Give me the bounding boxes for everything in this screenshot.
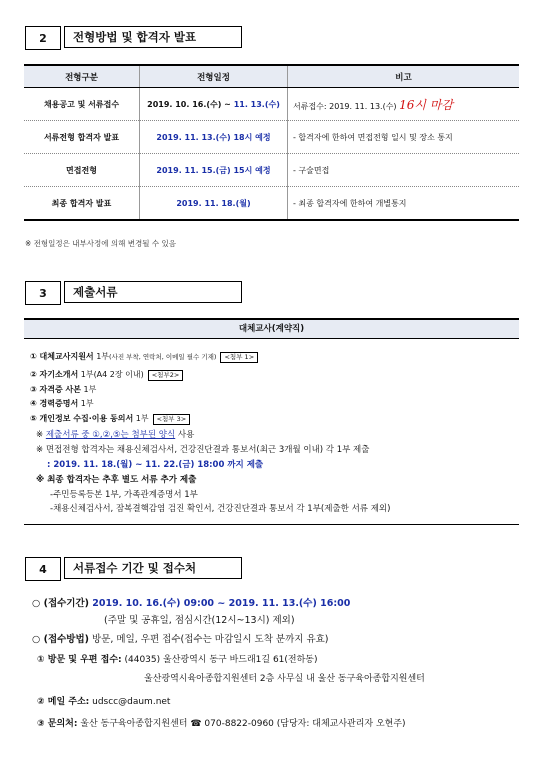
note-cell: - 합격자에 한하여 면접전형 일시 및 장소 통지 <box>288 121 520 154</box>
table-row <box>24 121 519 154</box>
form-note: ※ 제출서류 중 ①,②,⑤는 첨부된 양식 사용 <box>36 430 195 440</box>
section-number: 2 <box>25 26 61 50</box>
item-label: ② 자기소개서 <box>30 370 79 379</box>
item-label: ③ 자격증 사본 <box>30 385 81 394</box>
section-title: 제출서류 <box>64 281 242 303</box>
method-line <box>32 631 329 645</box>
item-label: ⑤ 개인정보 수집·이용 동의서 <box>30 414 134 423</box>
final-doc-a: -주민등록등본 1부, 가족관계증명서 1부 <box>50 490 198 500</box>
period-value: 2019. 10. 16.(수) 09:00 ~ 2019. 11. 13.(수) 16:00 <box>89 598 351 609</box>
mail-line <box>37 694 170 707</box>
mail-value[interactable]: udscc@daum.net <box>89 697 171 707</box>
note-cell: - 최종 합격자에 한하여 개별통지 <box>288 187 520 221</box>
date-end: 11. 13.(수) <box>233 99 280 109</box>
table-row <box>24 88 519 121</box>
item-detail: (사진 부착, 연락처, 이메일 필수 기재) <box>109 353 217 361</box>
period-sub: (주말 및 공휴일, 점심시간(12시~13시) 제외) <box>104 615 295 626</box>
item-count: 1부 <box>133 414 149 423</box>
contact-label: ③ 문의처: <box>37 719 78 729</box>
stage-cell: 채용공고 및 서류접수 <box>24 88 140 121</box>
column-header: 전형일정 <box>140 65 288 88</box>
date-cell: 2019. 11. 13.(수) 18시 예정 <box>140 121 288 154</box>
visit-label: ① 방문 및 우편 접수: <box>37 655 122 665</box>
method-value: 방문, 메일, 우편 접수(접수는 마감일시 도착 분까지 유효) <box>89 634 329 645</box>
date-start: 2019. 10. 16.(수) ~ <box>147 99 234 109</box>
visit-line <box>37 652 318 665</box>
list-item <box>30 398 94 409</box>
submission-period: : 2019. 11. 18.(월) ~ 11. 22.(금) 18:00 까지 제출 <box>47 460 264 470</box>
section-title: 서류접수 기간 및 접수처 <box>64 557 242 579</box>
form-link[interactable]: 제출서류 중 ①,②,⑤는 첨부된 양식 <box>45 430 176 440</box>
note-cell: - 구술면접 <box>288 154 520 187</box>
item-count: 1부 <box>93 352 110 361</box>
section-number: 3 <box>25 281 61 305</box>
section-2-header <box>25 26 242 50</box>
list-item <box>30 369 183 381</box>
section-number: 4 <box>25 557 61 581</box>
item-count: 1부(A4 2장 이내) <box>78 370 144 379</box>
visit-sub: 울산광역시육아종합지원센터 2층 사무실 내 울산 동구육아종합지원센터 <box>144 674 425 684</box>
stage-cell: 서류전형 합격자 발표 <box>24 121 140 154</box>
schedule-footnote: ※ 전형일정은 내부사정에 의해 변경될 수 있음 <box>25 239 176 248</box>
date-cell: 2019. 11. 15.(금) 15시 예정 <box>140 154 288 187</box>
contact-line <box>37 716 406 729</box>
section-title: 전형방법 및 합격자 발표 <box>64 26 242 48</box>
table-row <box>24 154 519 187</box>
deadline-emphasis: 16시 마감 <box>399 97 453 112</box>
attachment-tag: <첨부 3> <box>153 414 191 425</box>
date-cell: 2019. 11. 18.(월) <box>140 187 288 221</box>
date-cell <box>140 88 288 121</box>
schedule-table <box>24 64 519 221</box>
table-row <box>24 187 519 221</box>
contact-value: 울산 동구육아종합지원센터 ☎ 070-8822-0960 (담당자: 대체교사관리자 오현주) <box>77 719 406 729</box>
list-item <box>30 384 96 395</box>
column-header: 전형구분 <box>24 65 140 88</box>
item-label: ① 대체교사지원서 <box>30 352 94 361</box>
item-label: ④ 경력증명서 <box>30 399 79 408</box>
stage-cell: 최종 합격자 발표 <box>24 187 140 221</box>
list-item <box>30 351 258 363</box>
interview-note: ※ 면접전형 합격자는 채용신체검사서, 건강진단결과 통보서(최근 3개월 이내) 각 1부 제출 <box>36 445 370 455</box>
final-note: ※ 최종 합격자는 추후 별도 서류 추가 제출 <box>36 475 197 485</box>
table-header-row <box>24 65 519 88</box>
section-3-header <box>25 281 242 305</box>
visit-value: (44035) 울산광역시 동구 바드래1길 61(전하동) <box>121 655 318 665</box>
period-line <box>32 595 350 609</box>
method-label: ○ (접수방법) <box>32 634 89 645</box>
note-cell <box>288 88 520 121</box>
stage-cell: 면접전형 <box>24 154 140 187</box>
mail-label: ② 메일 주소: <box>37 697 90 707</box>
final-doc-b: -채용신체검사서, 잠복결핵감염 검진 확인서, 건강진단결과 통보서 각 1부(제출한 서류 제외) <box>50 504 391 514</box>
period-label: ○ (접수기간) <box>32 598 89 609</box>
box-title: 대체교사(계약직) <box>24 320 519 339</box>
attachment-tag: <첨부2> <box>148 370 184 381</box>
section-4-header <box>25 557 242 581</box>
item-count: 1부 <box>80 385 97 394</box>
attachment-tag: <첨부 1> <box>220 352 258 363</box>
column-header: 비고 <box>288 65 520 88</box>
list-item <box>30 413 190 425</box>
item-count: 1부 <box>78 399 94 408</box>
note-text: 서류접수: 2019. 11. 13.(수) <box>293 101 400 111</box>
